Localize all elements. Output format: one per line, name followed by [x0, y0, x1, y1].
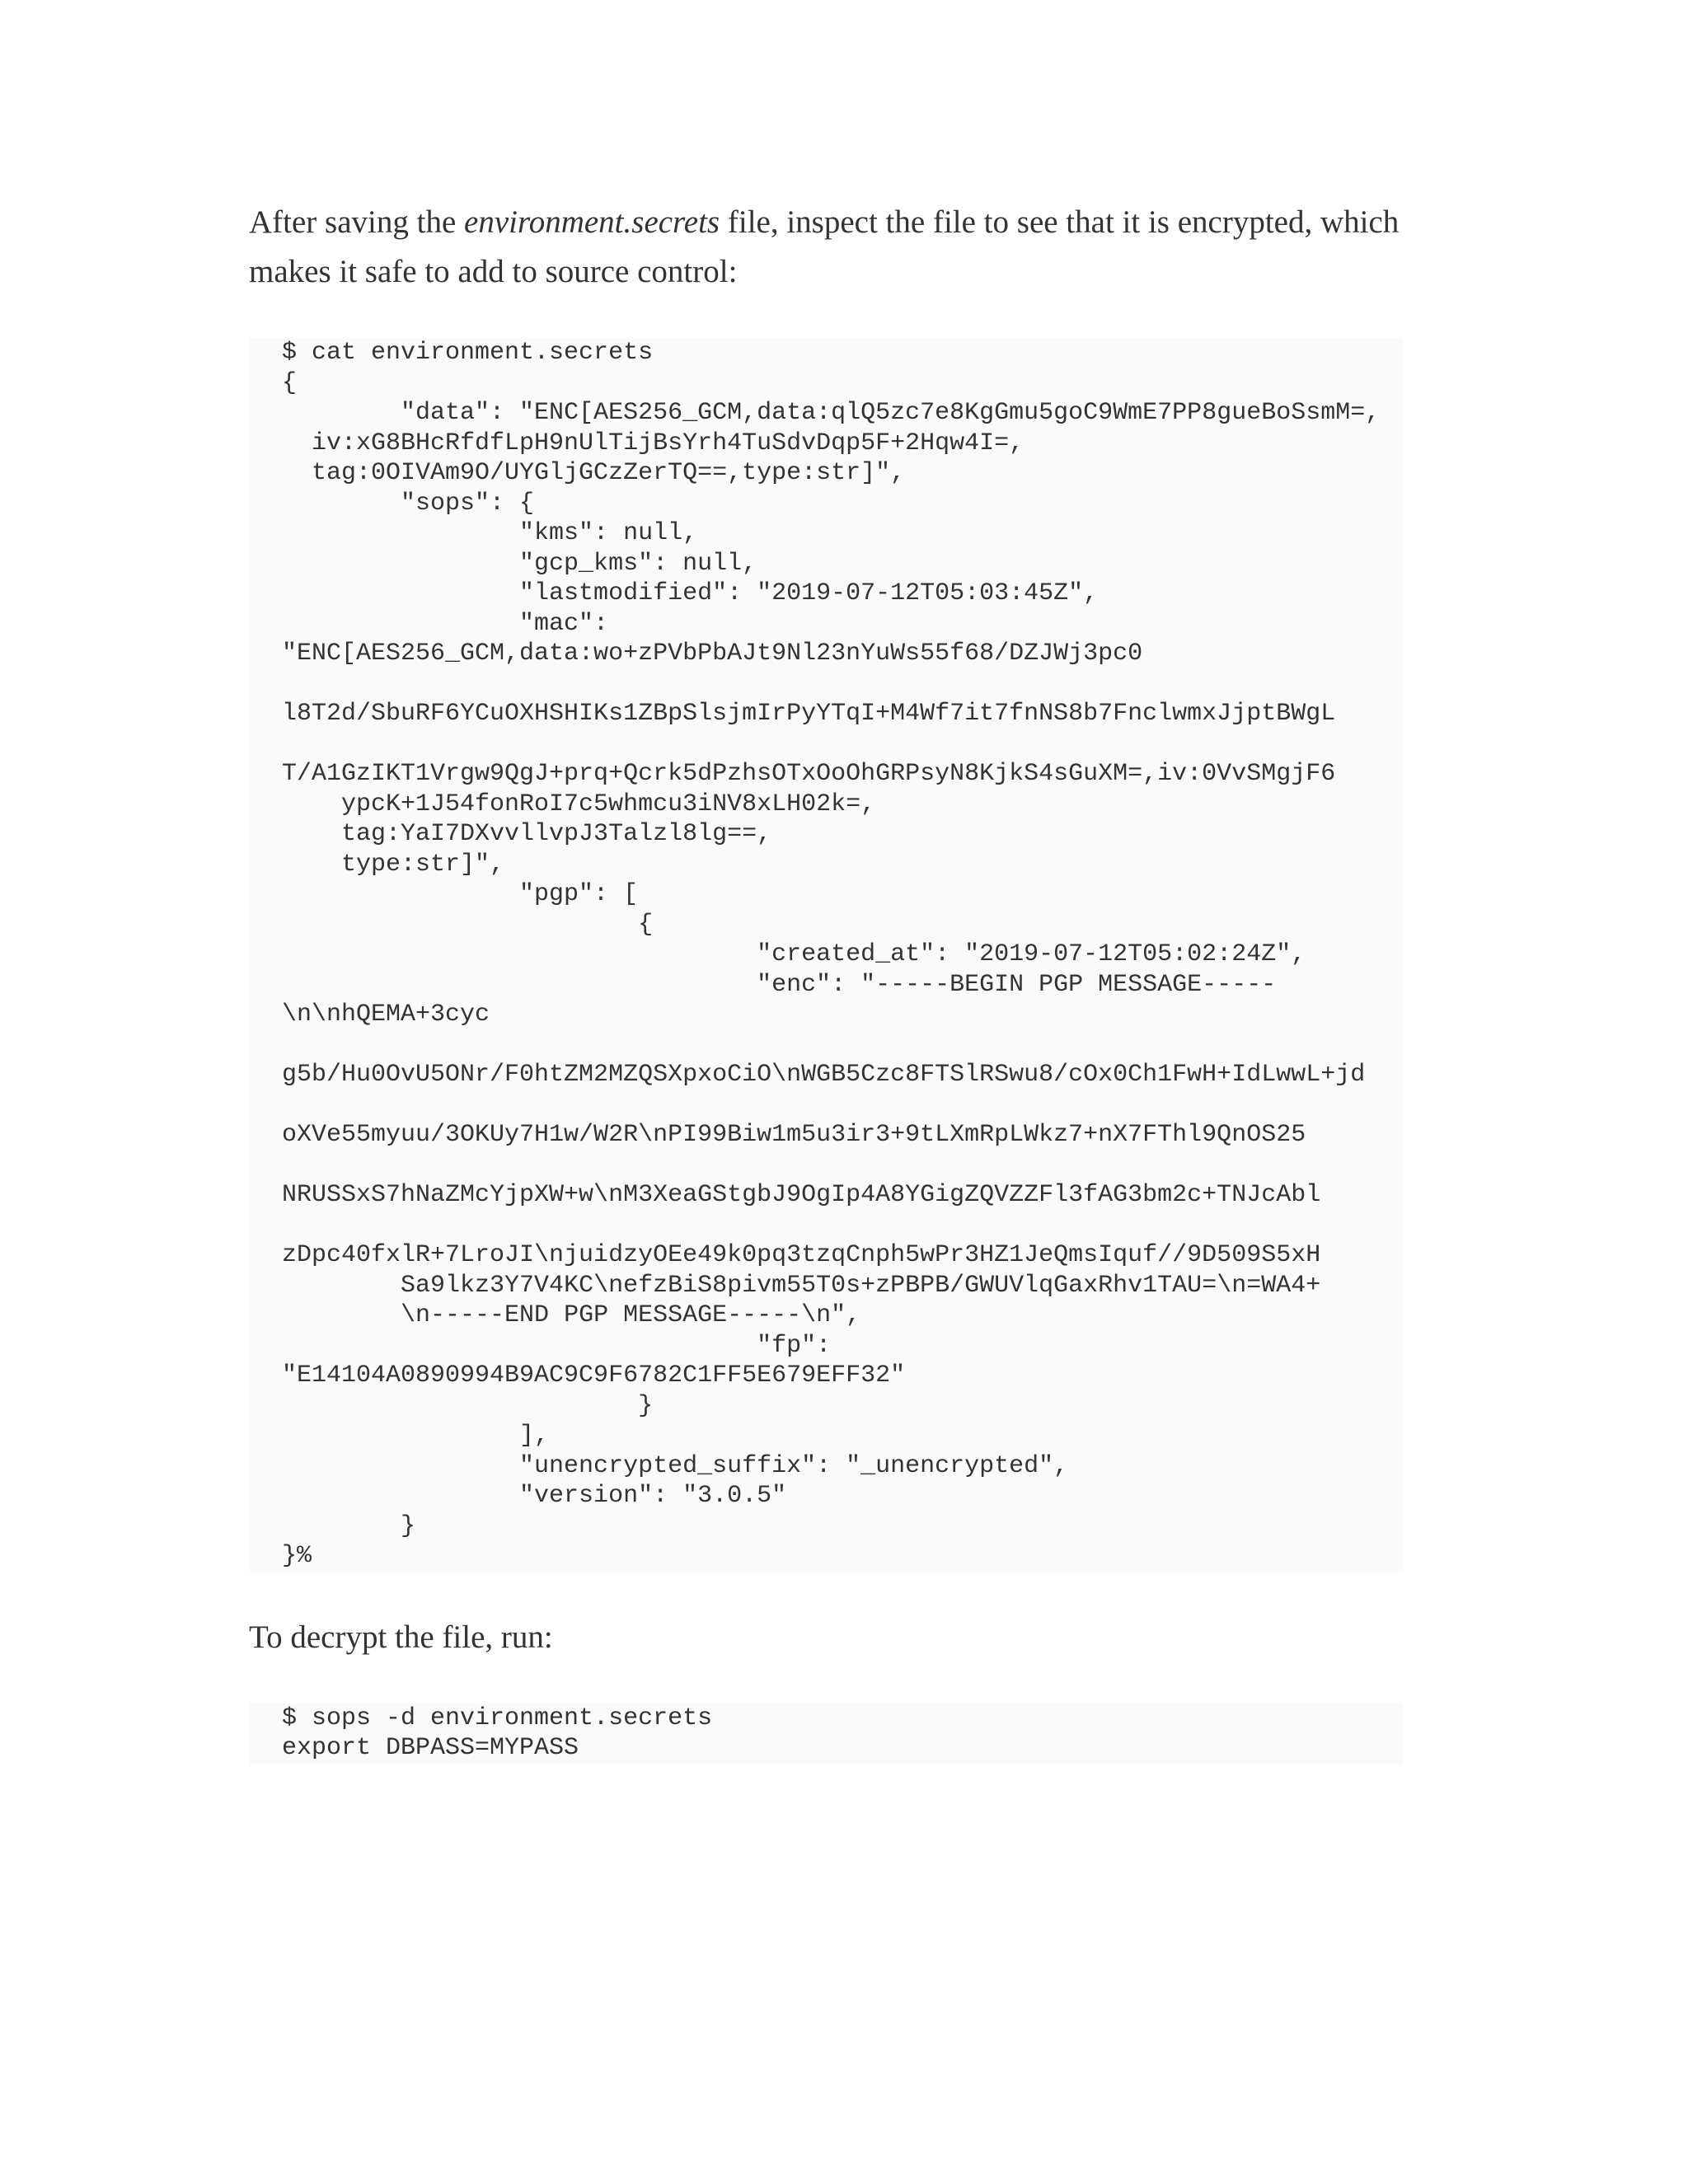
code-line: {: [282, 910, 654, 939]
code-line: }%: [282, 1542, 312, 1570]
code-line: "E14104A0890994B9AC9C9F6782C1FF5E679EFF32": [282, 1361, 906, 1390]
code-line: "enc": "-----BEGIN PGP MESSAGE-----: [282, 970, 1277, 999]
code-line: g5b/Hu0OvU5ONr/F0htZM2MZQSXpxoCiO\nWGB5Czc8FTSlRSwu8/cOx0Ch1FwH+IdLwwL+jd: [282, 1061, 1366, 1089]
code-line: NRUSSxS7hNaZMcYjpXW+w\nM3XeaGStgbJ9OgIp4A8YGigZQVZZFl3fAG3bm2c+TNJcAbl: [282, 1181, 1321, 1209]
code-line: Sa9lkz3Y7V4KC\nefzBiS8pivm55T0s+zPBPB/GWUVlqGaxRhv1TAU=\n=WA4+: [282, 1271, 1321, 1300]
intro-text-before: After saving the: [249, 204, 465, 240]
code-line: oXVe55myuu/3OKUy7H1w/W2R\nPI99Biw1m5u3ir3+9tLXmRpLWkz7+nX7FThl9QnOS25: [282, 1121, 1306, 1149]
code-line: "pgp": [: [282, 880, 639, 908]
code-line: \n-----END PGP MESSAGE-----\n",: [282, 1301, 861, 1329]
code-line: tag:0OIVAm9O/UYGljGCzZerTQ==,type:str]",: [282, 459, 906, 487]
code-line: "gcp_kms": null,: [282, 549, 757, 578]
code-line: }: [282, 1391, 654, 1420]
code-line: }: [282, 1511, 416, 1540]
filename-emphasis: environment.secrets: [464, 204, 720, 240]
code-line: "data": "ENC[AES256_GCM,data:qlQ5zc7e8KgGmu5goC9WmE7PP8gueBoSsmM=,: [282, 399, 1381, 427]
encrypted-file-code-block: [249, 338, 1403, 1572]
document-page: [249, 198, 1403, 1764]
code-line: "mac":: [282, 609, 609, 638]
code-line: l8T2d/SbuRF6YCuOXHSHIKs1ZBpSlsjmIrPyYTqI+M4Wf7it7fnNS8b7FnclwmxJjptBWgL: [282, 700, 1336, 728]
code-line: {: [282, 368, 298, 397]
code-line: \n\nhQEMA+3cyc: [282, 1001, 490, 1029]
code-line: ypcK+1J54fonRoI7c5whmcu3iNV8xLH02k=,: [282, 790, 876, 818]
code-line: zDpc40fxlR+7LroJI\njuidzyOEe49k0pq3tzqCnph5wPr3HZ1JeQmsIquf//9D509S5xH: [282, 1241, 1321, 1269]
code-line: "created_at": "2019-07-12T05:02:24Z",: [282, 940, 1306, 968]
code-line: "sops": {: [282, 489, 535, 518]
code-line: tag:YaI7DXvvllvpJ3Talzl8lg==,: [282, 820, 772, 848]
code-line: ],: [282, 1422, 550, 1450]
intro-text-after: file, inspect the file to see that it is encrypted, which makes it safe to add to source control:: [249, 204, 1400, 289]
code-line: iv:xG8BHcRfdfLpH9nUlTijBsYrh4TuSdvDqp5F+2Hqw4I=,: [282, 429, 1025, 457]
code-line: $ cat environment.secrets: [282, 339, 654, 367]
code-line: T/A1GzIKT1Vrgw9QgJ+prq+Qcrk5dPzhsOTxOoOhGRPsyN8KjkS4sGuXM=,iv:0VvSMgjF6: [282, 760, 1336, 788]
decrypt-command-code-block: [249, 1704, 1403, 1764]
code-line: "unencrypted_suffix": "_unencrypted",: [282, 1451, 1069, 1480]
code-line: $ sops -d environment.secrets: [282, 1704, 713, 1732]
code-line: "ENC[AES256_GCM,data:wo+zPVbPbAJt9Nl23nYuWs55f68/DZJWj3pc0: [282, 640, 1143, 668]
code-line: "version": "3.0.5": [282, 1482, 787, 1510]
code-line: "fp":: [282, 1331, 832, 1360]
decrypt-paragraph: To decrypt the file, run:: [249, 1619, 553, 1655]
code-line: type:str]",: [282, 850, 505, 879]
code-line: export DBPASS=MYPASS: [282, 1734, 579, 1762]
code-line: "kms": null,: [282, 519, 698, 547]
intro-paragraph: [249, 198, 1403, 297]
code-line: "lastmodified": "2019-07-12T05:03:45Z",: [282, 579, 1099, 607]
